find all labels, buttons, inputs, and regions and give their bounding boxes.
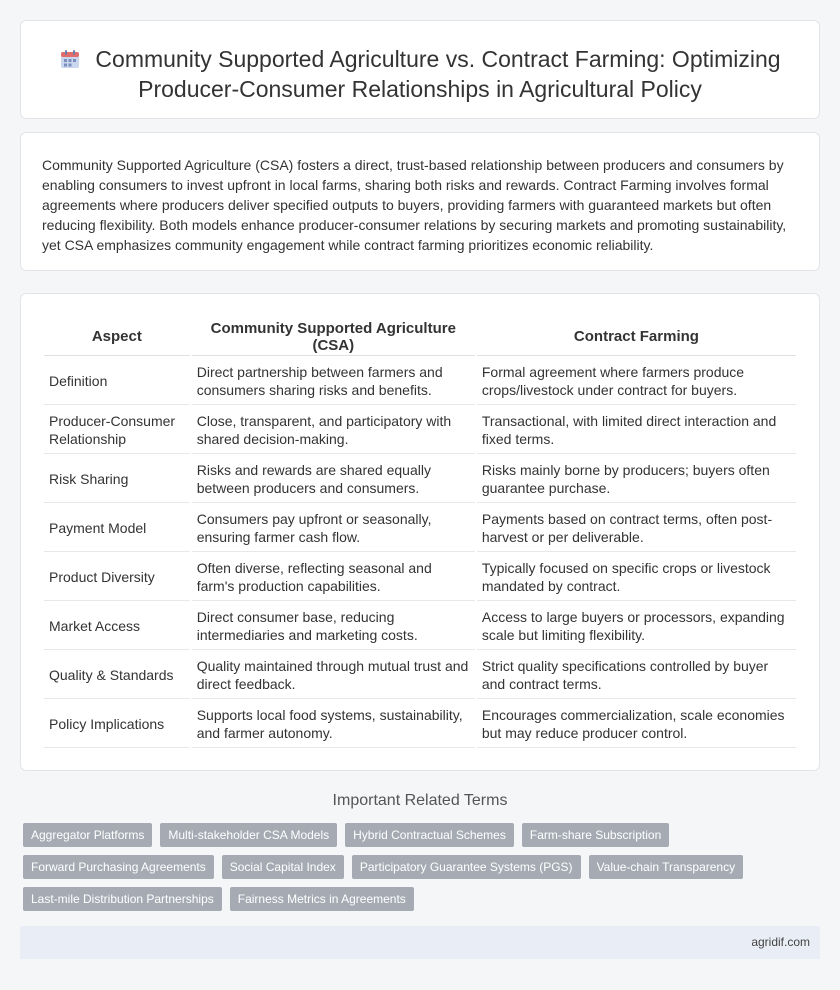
row-csa-value: Close, transparent, and participatory with shared decision-making. [192,407,475,454]
table-row [44,456,796,503]
related-term-tag[interactable]: Value-chain Transparency [589,855,744,879]
title-card [20,20,820,119]
related-term-tag[interactable]: Aggregator Platforms [23,823,152,847]
row-csa-value: Risks and rewards are shared equally between producers and consumers. [192,456,475,503]
related-term-tag[interactable]: Hybrid Contractual Schemes [345,823,514,847]
comparison-table [42,316,798,750]
table-row [44,407,796,454]
row-aspect: Risk Sharing [44,456,190,503]
row-aspect: Definition [44,358,190,405]
intro-card [20,132,820,271]
intro-paragraph: Community Supported Agriculture (CSA) fosters a direct, trust-based relationship between producers and consumers by enabling consumers to invest upfront in local farms, sharing both risks and rewards. Contract Farming involves formal agreements where producers deliver specified outputs to buyers, providing farmers with guaranteed markets but often reducing flexibility. Both models enhance producer-consumer relations by securing markets and promoting sustainability, yet CSA emphasizes community engagement while contract farming prioritizes economic reliability. [42,157,787,253]
row-contract-value: Access to large buyers or processors, expanding scale but limiting flexibility. [477,603,796,650]
row-aspect: Product Diversity [44,554,190,601]
row-aspect: Market Access [44,603,190,650]
table-row [44,358,796,405]
related-terms-list [23,823,813,911]
row-contract-value: Typically focused on specific crops or livestock mandated by contract. [477,554,796,601]
row-csa-value: Often diverse, reflecting seasonal and farm's production capabilities. [192,554,475,601]
row-csa-value: Direct partnership between farmers and consumers sharing risks and benefits. [192,358,475,405]
related-terms-heading: Important Related Terms [332,792,508,809]
row-contract-value: Formal agreement where farmers produce crops/livestock under contract for buyers. [477,358,796,405]
page-title [21,44,819,104]
column-header-csa: Community Supported Agriculture (CSA) [192,318,475,356]
row-csa-value: Quality maintained through mutual trust and direct feedback. [192,652,475,699]
page-title-text: Community Supported Agriculture vs. Contract Farming: Optimizing Producer-Consumer Relationships in Agricultural Policy [95,46,781,102]
row-contract-value: Transactional, with limited direct interaction and fixed terms. [477,407,796,454]
table-row [44,603,796,650]
related-term-tag[interactable]: Farm-share Subscription [522,823,669,847]
table-header-row [44,318,796,356]
row-aspect: Policy Implications [44,701,190,748]
row-aspect: Producer-Consumer Relationship [44,407,190,454]
row-contract-value: Strict quality specifications controlled by buyer and contract terms. [477,652,796,699]
calendar-icon [59,48,81,70]
related-term-tag[interactable]: Last-mile Distribution Partnerships [23,887,222,911]
table-row [44,554,796,601]
table-row [44,505,796,552]
row-csa-value: Direct consumer base, reducing intermediaries and marketing costs. [192,603,475,650]
column-header-aspect: Aspect [44,318,190,356]
related-term-tag[interactable]: Social Capital Index [222,855,344,879]
related-term-tag[interactable]: Fairness Metrics in Agreements [230,887,414,911]
footer-site-link[interactable]: agridif.com [751,935,810,949]
comparison-table-card [20,293,820,771]
row-aspect: Quality & Standards [44,652,190,699]
column-header-contract-farming: Contract Farming [477,318,796,356]
row-csa-value: Consumers pay upfront or seasonally, ensuring farmer cash flow. [192,505,475,552]
related-term-tag[interactable]: Participatory Guarantee Systems (PGS) [352,855,581,879]
footer [20,926,820,959]
row-aspect: Payment Model [44,505,190,552]
row-contract-value: Risks mainly borne by producers; buyers often guarantee purchase. [477,456,796,503]
row-contract-value: Encourages commercialization, scale economies but may reduce producer control. [477,701,796,748]
row-csa-value: Supports local food systems, sustainability, and farmer autonomy. [192,701,475,748]
row-contract-value: Payments based on contract terms, often post-harvest or per deliverable. [477,505,796,552]
table-row [44,652,796,699]
related-term-tag[interactable]: Multi-stakeholder CSA Models [160,823,337,847]
related-term-tag[interactable]: Forward Purchasing Agreements [23,855,214,879]
table-row [44,701,796,748]
